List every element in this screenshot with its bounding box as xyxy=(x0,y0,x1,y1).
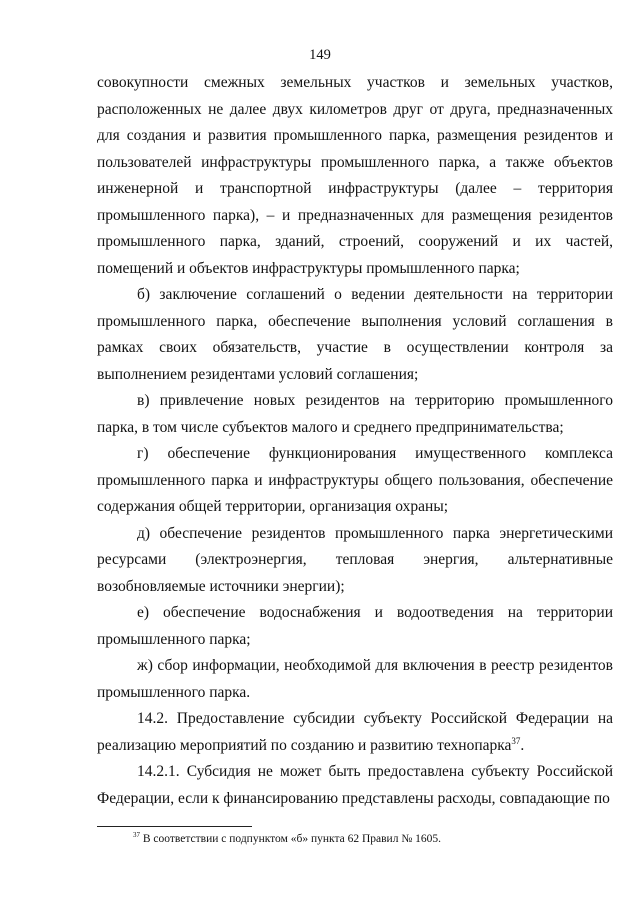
footnote-divider xyxy=(97,826,252,827)
footnote-text: В соответствии с подпунктом «б» пункта 62 Правил № 1605. xyxy=(140,833,442,845)
paragraph-section-14-2 xyxy=(97,706,613,759)
paragraph-item-v: в) привлечение новых резидентов на территорию промышленного парка, в том числе субъектов малого и среднего предпринимательства; xyxy=(97,392,613,436)
paragraph-item-zh: ж) сбор информации, необходимой для включения в реестр резидентов промышленного парка. xyxy=(97,657,613,701)
paragraph-section-14-2-1: 14.2.1. Субсидия не может быть предоставлена субъекту Российской Федерации, если к финансированию представлены расходы, совпадающие по xyxy=(97,763,613,807)
footnote xyxy=(133,832,441,847)
paragraph-item-g: г) обеспечение функционирования имущественного комплекса промышленного парка и инфраструктуры общего пользования, обеспечение содержания общей территории, организация охраны; xyxy=(97,445,613,515)
paragraph-item-b: б) заключение соглашений о ведении деятельности на территории промышленного парка, обеспечение выполнения условий соглашения в рамках своих обязательств, участие в осуществлении контроля за выполнением резидентами условий соглашения; xyxy=(97,286,613,383)
section-14-2-text: 14.2. Предоставление субсидии субъекту Российской Федерации на реализацию мероприятий по созданию и развитию технопарка xyxy=(97,710,613,754)
paragraph-intro-continuation: совокупности смежных земельных участков и земельных участков, расположенных не далее двух километров друг от друга, предназначенных для создания и развития промышленного парка, размещения резидентов и пользователей инфраструктуры промышленного парка, а также объектов инженерной и транспортной инфраструктуры (далее – территория промышленного парка), – и предназначенных для размещения резидентов промышленного парка, зданий, строений, сооружений и их частей, помещений и объектов инфраструктуры промышленного парка; xyxy=(97,74,613,277)
paragraph-item-e: е) обеспечение водоснабжения и водоотведения на территории промышленного парка; xyxy=(97,604,613,648)
paragraph-item-d: д) обеспечение резидентов промышленного парка энергетическими ресурсами (электроэнергия, тепловая энергия, альтернативные возобновляемые источники энергии); xyxy=(97,524,613,595)
section-14-2-suffix: . xyxy=(520,736,525,754)
body-text xyxy=(97,70,613,812)
page-number: 149 xyxy=(309,47,331,63)
footnote-reference[interactable]: 37 xyxy=(511,735,521,746)
footnote-marker: 37 xyxy=(133,831,140,840)
